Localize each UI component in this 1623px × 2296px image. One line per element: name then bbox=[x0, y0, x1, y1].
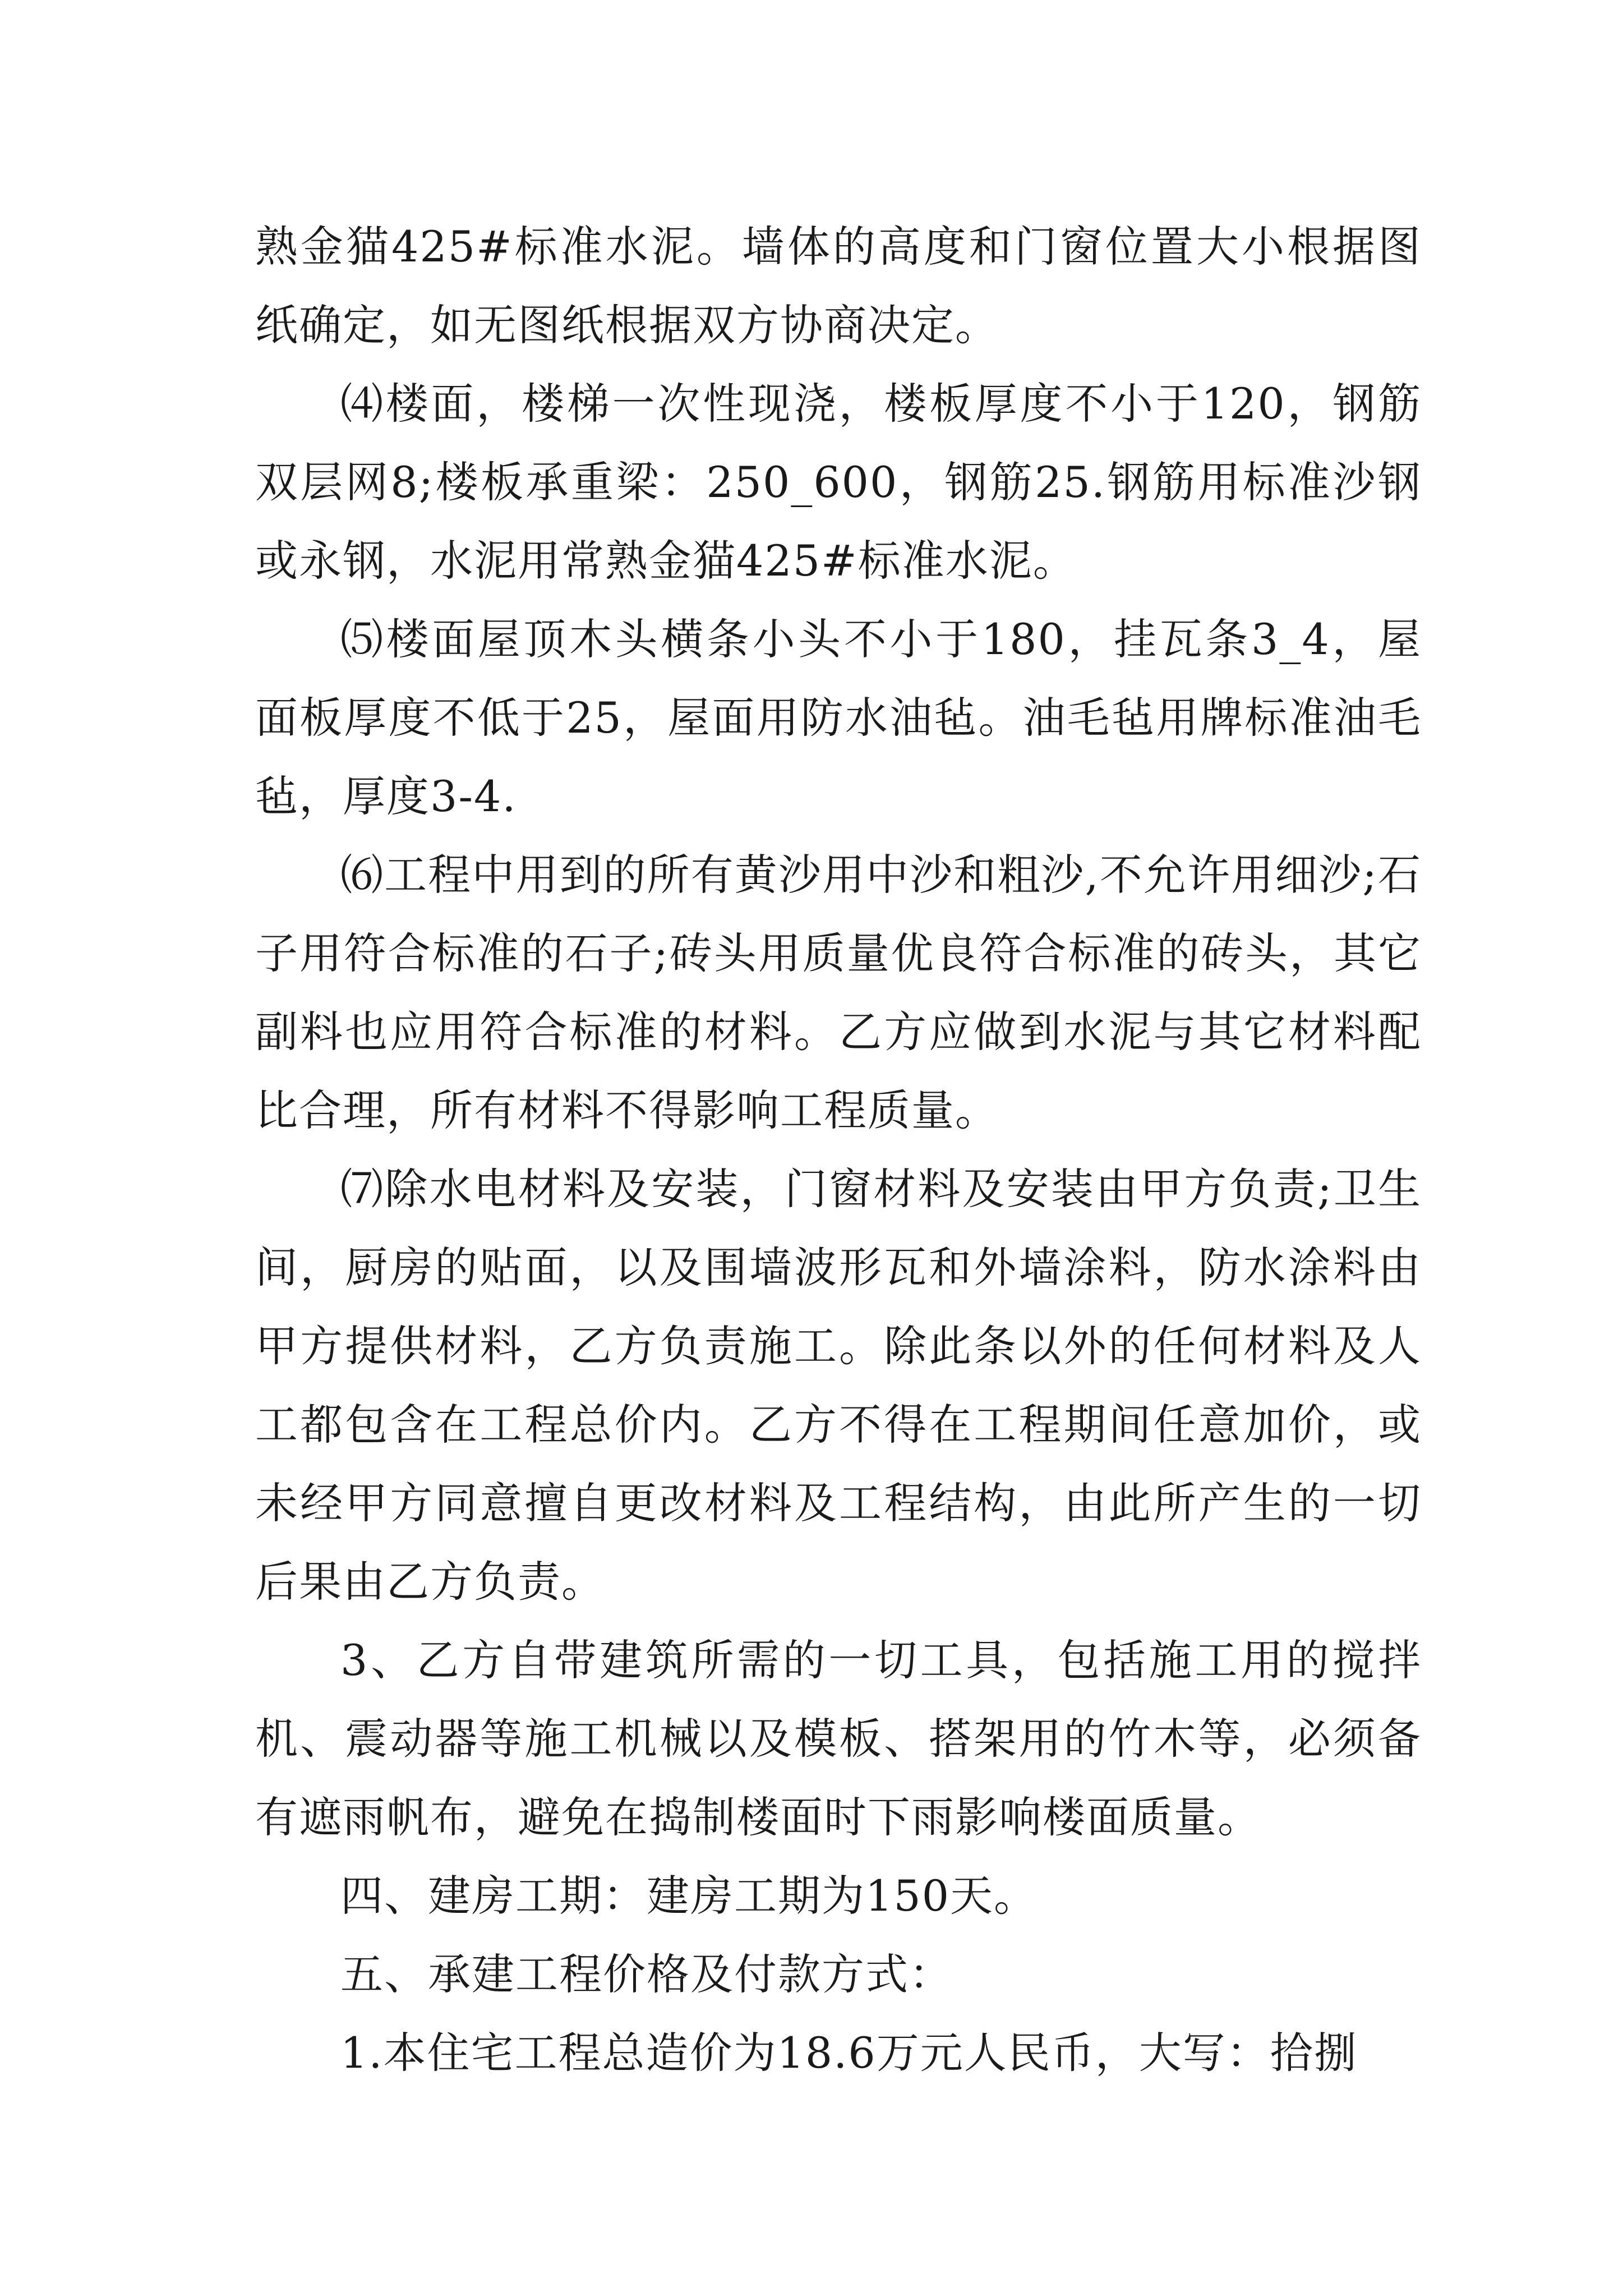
paragraph-sand-stone-materials: ⑹工程中用到的所有黄沙用中沙和粗沙,不允许用细沙;石子用符合标准的石子;砖头用质量优良符合标准的砖头，其它副料也应用符合标准的材料。乙方应做到水泥与其它材料配比合理，所有材料不得影响工程质量。 bbox=[255, 850, 1422, 1135]
document-body bbox=[255, 208, 1422, 2092]
paragraph-floor-slab: ⑷楼面，楼梯一次性现浇，楼板厚度不小于120，钢筋双层网8;楼板承重梁：250_600，钢筋25.钢筋用标准沙钢或永钢，水泥用常熟金猫425#标准水泥。 bbox=[255, 379, 1422, 586]
paragraph-price-payment-heading: 五、承建工程价格及付款方式： bbox=[340, 1949, 953, 1999]
paragraph-party-a-responsibilities: ⑺除水电材料及安装，门窗材料及安装由甲方负责;卫生间，厨房的贴面，以及围墙波形瓦和外墙涂料，防水涂料由甲方提供材料，乙方负责施工。除此条以外的任何材料及人工都包含在工程总价内。乙方不得在工程期间任意加价，或未经甲方同意擅自更改材料及工程结构，由此所产生的一切后果由乙方负责。 bbox=[255, 1164, 1422, 1607]
paragraph-tools: 3、乙方自带建筑所需的一切工具，包括施工用的搅拌机、震动器等施工机械以及模板、搭架用的竹木等，必须备有遮雨帆布，避免在捣制楼面时下雨影响楼面质量。 bbox=[255, 1635, 1422, 1842]
paragraph-total-price: 1.本住宅工程总造价为18.6万元人民币，大写：拾捌 bbox=[340, 2028, 1358, 2078]
paragraph-construction-period: 四、建房工期：建房工期为150天。 bbox=[340, 1871, 1038, 1921]
paragraph-roof-timber: ⑸楼面屋顶木头横条小头不小于180，挂瓦条3_4，屋面板厚度不低于25，屋面用防水油毡。油毛毡用牌标准油毛毡，厚度3-4. bbox=[255, 614, 1422, 821]
paragraph-continued-cement-spec: 熟金猫425#标准水泥。墙体的高度和门窗位置大小根据图纸确定，如无图纸根据双方协商决定。 bbox=[255, 222, 1422, 350]
